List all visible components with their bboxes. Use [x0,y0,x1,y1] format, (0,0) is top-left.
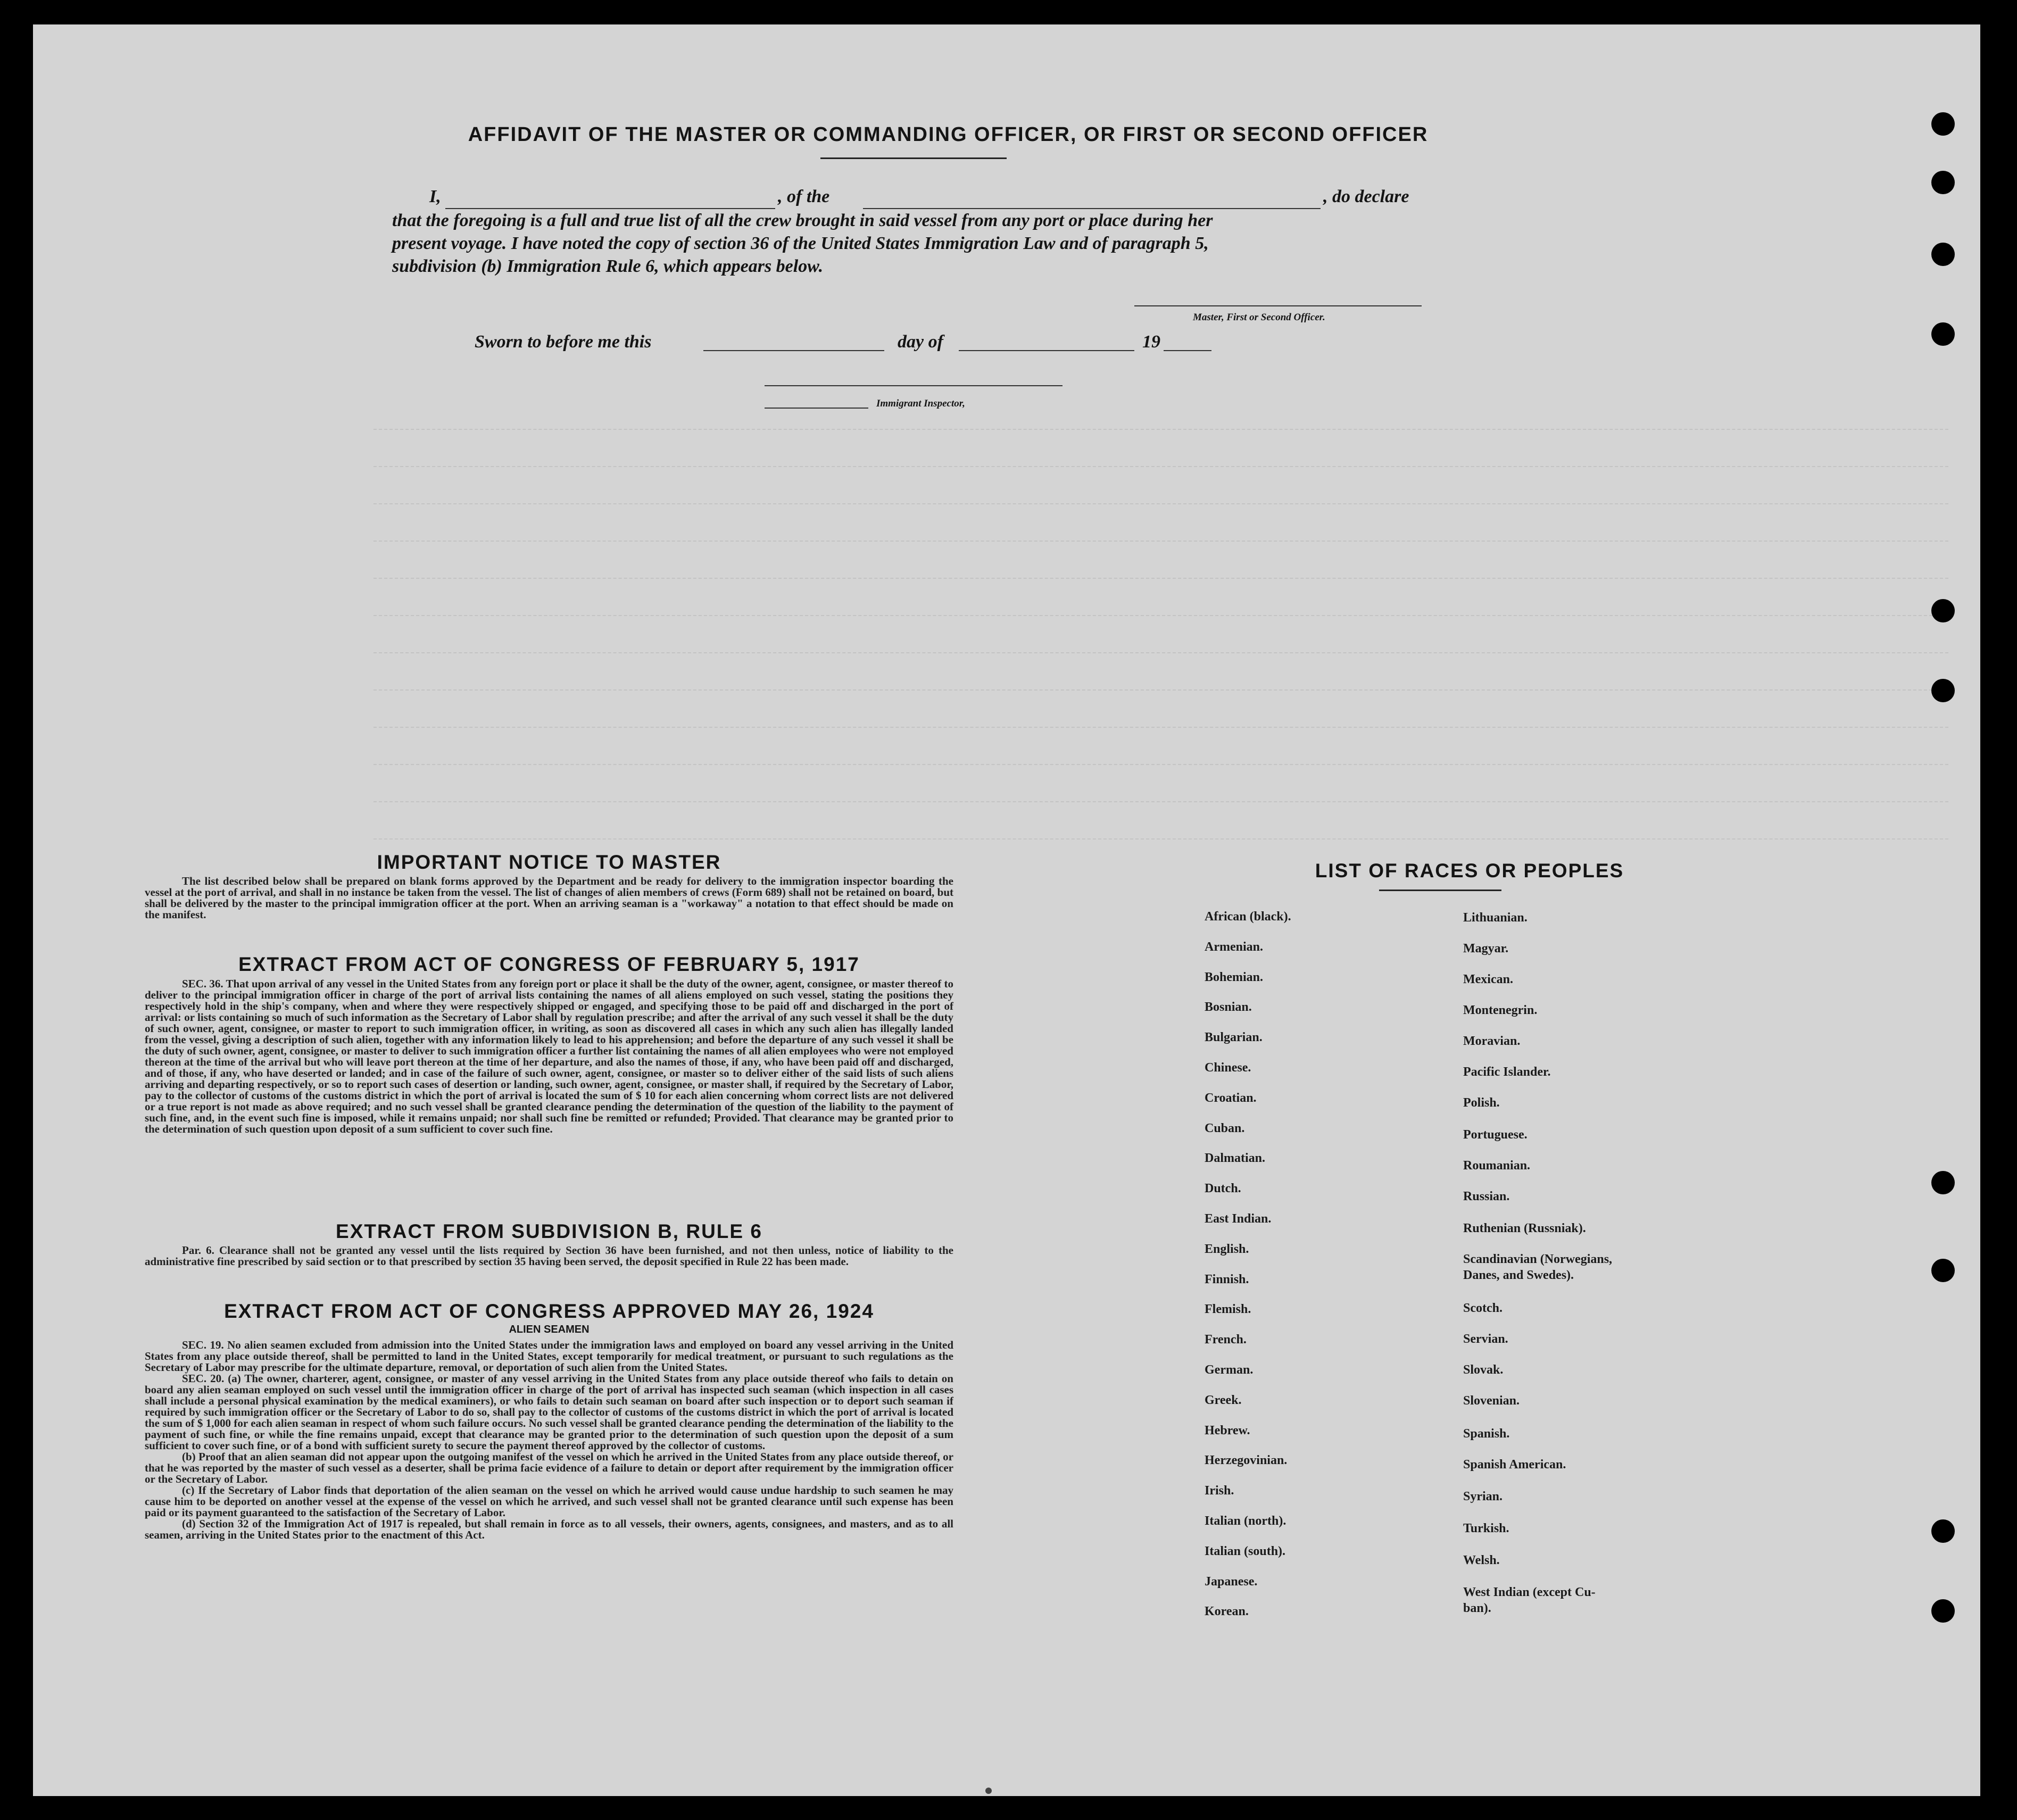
race-item: Herzegovinian. [1205,1453,1288,1467]
year-prefix: 19 [1142,332,1160,352]
race-item: Lithuanian. [1463,911,1528,925]
notice-heading: IMPORTANT NOTICE TO MASTER [377,851,721,873]
punch-hole [1931,679,1955,702]
punch-hole [1931,1259,1955,1282]
race-item: Bulgarian. [1205,1030,1263,1044]
inspector-lead-line [765,408,868,409]
punch-hole [1931,112,1955,136]
bleed-through-line [373,578,1948,579]
race-item: Turkish. [1463,1522,1509,1535]
bleed-through-line [373,429,1948,430]
sec-19: SEC. 19. No alien seamen excluded from admission into the United States under the immigration laws and employed on board any vessel arriving in the United States from any place outside thereof, shall be permitted to land in the United States, except temporarily for medical treatment, or pursuant to such regulations as the Secretary of Labor may prescribe for the ultimate departure, removal, or deportation of such alien from the United States. [145,1339,953,1374]
punch-hole [1931,1599,1955,1623]
bleed-through-line [373,503,1948,504]
races-heading: LIST OF RACES OR PEOPLES [1315,860,1624,882]
race-item: African (black). [1205,910,1291,924]
affidavit-line-1 [429,187,1520,213]
race-item: Scotch. [1463,1301,1503,1315]
race-item: Irish. [1205,1484,1234,1498]
sworn-text: Sworn to before me this [475,332,652,352]
affidavit-i: I, [429,187,441,206]
bottom-mark [985,1788,992,1794]
punch-hole [1931,599,1955,622]
race-item: Finnish. [1205,1273,1249,1286]
bleed-through-line [373,541,1948,542]
race-item: Hebrew. [1205,1424,1250,1437]
punch-hole [1931,1171,1955,1194]
race-item: Cuban. [1205,1121,1245,1135]
extract-1924-body [145,1340,953,1541]
month-blank [959,350,1134,351]
punch-hole [1931,1519,1955,1543]
race-item: Bosnian. [1205,1000,1252,1014]
race-item: Welsh. [1463,1553,1500,1567]
affidavit-line-4: subdivision (b) Immigration Rule 6, which appears below. [392,256,824,276]
rule6-body: Par. 6. Clearance shall not be granted any vessel until the lists required by Section 36 have been furnished, and not then unless, notice of liability to the administrative fine prescribed by said section or to that prescribed by section 35 having been served, the deposit specified in Rule 22 has been made. [145,1244,953,1268]
race-item: Mexican. [1463,973,1513,986]
race-item: Syrian. [1463,1490,1503,1503]
master-signature-line [1134,305,1422,306]
race-item: West Indian (except Cu- ban). [1463,1585,1596,1615]
extract-1917-body: SEC. 36. That upon arrival of any vessel in the United States from any foreign port or place it shall be the duty of the owner, agent, consignee, or master thereof to deliver to the principal immigration officer in charge of the port of arrival lists containing the names of all aliens employed on such vessel, stating the positions they respectively hold in the ship's company, when and where they were respectively shipped or engaged, and specifying those to be paid off and discharged in the port of arrival: or lists containing so much of such information as the Secretary of Labor shall by regulation prescribe; and after the arrival of any such vessel it shall be the duty of such owner, agent, consignee, or master to report to such immigration officer, in writing, as soon as discovered all cases in which any such alien has illegally landed from the vessel, giving a description of such alien, together with any information likely to lead to his apprehension; and before the departure of any such vessel it shall be the duty of such owner, agent, consignee, or master to deliver to such immigration officer a further list containing the names of all alien employees who were not employed thereon at the time of the arrival but who will leave port thereon at the time of her departure, and also the names of those, if any, who have been paid off and discharged, and of those, if any, who have deserted or landed; and in case of the failure of such owner, agent, consignee, or master so to deliver either of the said lists of such aliens arriving and departing respectively, or so to report such cases of desertion or landing, such owner, agent, consignee, or master shall, if required by the Secretary of Labor, pay to the collector of customs of the customs district in which the port of arrival is located the sum of $ 10 for each alien concerning whom correct lists are not delivered or a true report is not made as above required; and no such vessel shall be granted clearance pending the determination of the question of the liability to the payment of such fine, and, in the event such fine is imposed, while it remains unpaid; nor shall such fine be remitted or refunded; Provided. That clearance may be granted prior to the determination of such question upon deposit of a sum sufficient to cover such fine. [145,977,953,1135]
race-item: Armenian. [1205,940,1263,954]
race-item: Croatian. [1205,1091,1257,1105]
manifest-sheet [33,24,1980,1796]
bleed-through-line [373,652,1948,653]
race-item: Magyar. [1463,942,1509,955]
race-item: Ruthenian (Russniak). [1463,1221,1586,1235]
sec-20c: (c) If the Secretary of Labor finds that deportation of the alien seaman on the vessel on which he arrived would cause undue hardship to such seamen he may cause him to be deported on another vessel at the expense of the vessel on which he arrived, and such vessel shall not be granted clearance until such expense has been paid or its payment guaranteed to the satisfaction of the Secretary of Labor. [145,1484,953,1519]
name-blank [445,208,775,209]
race-item: Italian (south). [1205,1544,1286,1558]
inspector-signature-line [765,385,1063,386]
race-item: East Indian. [1205,1212,1272,1226]
bleed-through-line [373,727,1948,728]
race-item: German. [1205,1363,1254,1377]
affidavit-of-the: , of the [778,187,830,206]
sec-20b: (b) Proof that an alien seaman did not appear upon the outgoing manifest of the vessel on which he arrived in the United States from any place outside thereof, or that he was reported by the master of such vessel as a deserter, shall be prima facie evidence of a failure to detain or deport after requirement by the immigration officer or the Secretary of Labor. [145,1450,953,1485]
race-item: Pacific Islander. [1463,1065,1551,1079]
race-item: Russian. [1463,1190,1510,1203]
race-item: Italian (north). [1205,1514,1286,1528]
affidavit-line-2: that the foregoing is a full and true list of all the crew brought in said vessel from any port or place during her [392,211,1213,230]
master-label: Master, First or Second Officer. [1193,312,1325,323]
race-item: French. [1205,1333,1247,1347]
race-item: Japanese. [1205,1575,1258,1589]
punch-hole [1931,171,1955,194]
alien-seamen-subheading: ALIEN SEAMEN [509,1324,590,1335]
race-item: Roumanian. [1463,1159,1531,1173]
race-item: Slovak. [1463,1363,1504,1377]
race-item: Spanish American. [1463,1458,1566,1472]
race-item: Polish. [1463,1096,1500,1110]
heading-underline [820,157,1007,159]
race-item: Bohemian. [1205,970,1264,984]
race-item: Korean. [1205,1605,1249,1618]
race-item: Montenegrin. [1463,1003,1538,1017]
race-item: Greek. [1205,1393,1242,1407]
bleed-through-line [373,689,1948,691]
race-item: Chinese. [1205,1061,1251,1075]
race-item: Slovenian. [1463,1394,1520,1408]
bleed-through-line [373,466,1948,467]
affidavit-heading: AFFIDAVIT OF THE MASTER OR COMMANDING OFFICER, OR FIRST OR SECOND OFFICER [468,123,1429,146]
notice-body: The list described below shall be prepared on blank forms approved by the Department and be ready for delivery to the immigration inspector boarding the vessel at the port of arrival, and shall in no instance be taken from the vessel. The list of changes of alien members of crews (Form 689) shall not be retained on board, but shall be delivered by the master to the principal immigration officer at the port. When an arriving seaman is a "workaway" a notation to that effect should be made on the manifest. [145,875,953,921]
race-item: Spanish. [1463,1427,1510,1441]
race-item: Moravian. [1463,1034,1521,1048]
sec-20d: (d) Section 32 of the Immigration Act of 1917 is repealed, but shall remain in force as to all vessels, their owners, agents, consignees, and masters, and as to all seamen, arriving in the United States prior to the enactment of this Act. [145,1517,953,1541]
day-blank [703,350,884,351]
extract-1917-heading: EXTRACT FROM ACT OF CONGRESS OF FEBRUARY 5, 1917 [238,953,860,975]
race-item: English. [1205,1242,1249,1256]
affidavit-declare: , do declare [1323,187,1409,206]
race-item: Servian. [1463,1332,1508,1346]
extract-1924-heading: EXTRACT FROM ACT OF CONGRESS APPROVED MAY 26, 1924 [224,1300,874,1322]
race-item: Portuguese. [1463,1128,1528,1142]
rule6-heading: EXTRACT FROM SUBDIVISION B, RULE 6 [336,1220,762,1242]
day-of-text: day of [898,332,943,352]
race-item: Scandinavian (Norwegians, Danes, and Swedes). [1463,1252,1613,1282]
punch-hole [1931,322,1955,346]
races-underline [1379,890,1501,891]
affidavit-line-3: present voyage. I have noted the copy of section 36 of the United States Immigration Law and of paragraph 5, [392,234,1209,253]
punch-hole [1931,243,1955,266]
bleed-through-line [373,801,1948,802]
bleed-through-line [373,615,1948,616]
race-item: Flemish. [1205,1302,1251,1316]
race-item: Dalmatian. [1205,1151,1265,1165]
bleed-through-line [373,838,1948,840]
inspector-label: Immigrant Inspector, [876,398,965,409]
vessel-blank [863,208,1321,209]
year-blank [1164,350,1211,351]
bleed-through-line [373,764,1948,765]
race-item: Dutch. [1205,1182,1241,1195]
sec-20a: SEC. 20. (a) The owner, charterer, agent, consignee, or master of any vessel arriving in the United States from any place outside thereof who fails to detain on board any alien seaman employed on such vessel until the immigration officer in charge of the port of arrival has inspected such seaman (which inspection in all cases shall include a personal physical examination by the medical examiners), or who fails to detain such seaman on board after such inspection or to deport such seaman if required by such immigration officer or the Secretary of Labor to do so, shall pay to the collector of customs of the customs district in which the port of arrival is located the sum of $ 1,000 for each alien seaman in respect of whom such failure occurs. No such vessel shall be granted clearance pending the determination of the liability to the payment of such fine, or while the fine remains unpaid, except that clearance may be granted prior to the determination of such question upon the deposit of a sum sufficient to cover such fine, or of a bond with sufficient surety to secure the payment thereof approved by the collector of customs. [145,1372,953,1452]
